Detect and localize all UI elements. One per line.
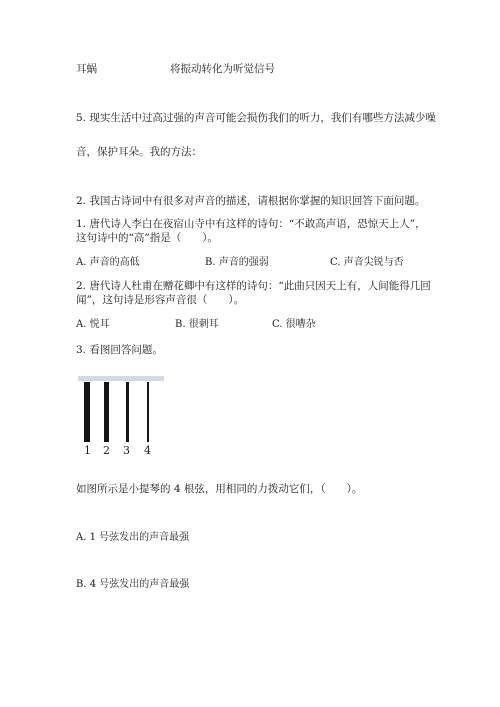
sub-question-2-option-a: A. 悦耳: [76, 319, 110, 330]
section-2-title: 2. 我国古诗词中有很多对声音的描述，请根据你掌握的知识回答下面问题。: [76, 195, 426, 207]
sub-question-1-line-2: 这句诗中的“高”指是（ ）。: [76, 232, 218, 244]
sub-question-2-line-1: 2. 唐代诗人杜甫在赠花卿中有这样的诗句：“此曲只因天上有，人间能得几回: [76, 280, 431, 292]
string-label-2: 2: [103, 444, 110, 457]
sub-question-3-option-b: B. 4 号弦发出的声音最强: [76, 579, 190, 590]
sub-question-1-option-b: B. 声音的强弱: [205, 257, 269, 268]
sub-question-3-option-a: A. 1 号弦发出的声音最强: [76, 532, 190, 543]
question-5-line-1: 5. 现实生活中过高过强的声音可能会损伤我们的听力，我们有哪些方法减少噪: [76, 112, 436, 124]
violin-string-2: [104, 382, 109, 442]
violin-string-1: [84, 382, 90, 442]
sub-question-1-option-c: C. 声音尖锐与否: [330, 257, 404, 268]
figure-scan-edge: [78, 376, 164, 381]
organ-label-cochlea: 耳蜗: [76, 63, 97, 75]
sub-question-3-question: 如图所示是小提琴的 4 根弦，用相同的力拨动它们，（ ）。: [76, 483, 363, 495]
string-label-1: 1: [84, 444, 91, 457]
violin-string-4: [147, 382, 149, 442]
organ-function-text: 将振动转化为听觉信号: [170, 63, 275, 75]
sub-question-2-option-c: C. 很嘈杂: [272, 319, 316, 330]
sub-question-1-option-a: A. 声音的高低: [76, 257, 140, 268]
string-label-4: 4: [144, 444, 151, 457]
sub-question-2-line-2: 闻”，这句诗是形容声音很（ ）。: [76, 294, 245, 306]
sub-question-1-line-1: 1. 唐代诗人李白在夜宿山寺中有这样的诗句：“不敢高声语，恐惊天上人”，: [76, 218, 426, 230]
question-5-line-2: 音，保护耳朵。我的方法：: [76, 146, 202, 158]
violin-strings-figure: [76, 376, 166, 458]
string-label-3: 3: [123, 444, 130, 457]
sub-question-2-option-b: B. 很刺耳: [175, 319, 219, 330]
violin-string-3: [126, 382, 129, 442]
sub-question-3-title: 3. 看图回答问题。: [76, 344, 163, 356]
